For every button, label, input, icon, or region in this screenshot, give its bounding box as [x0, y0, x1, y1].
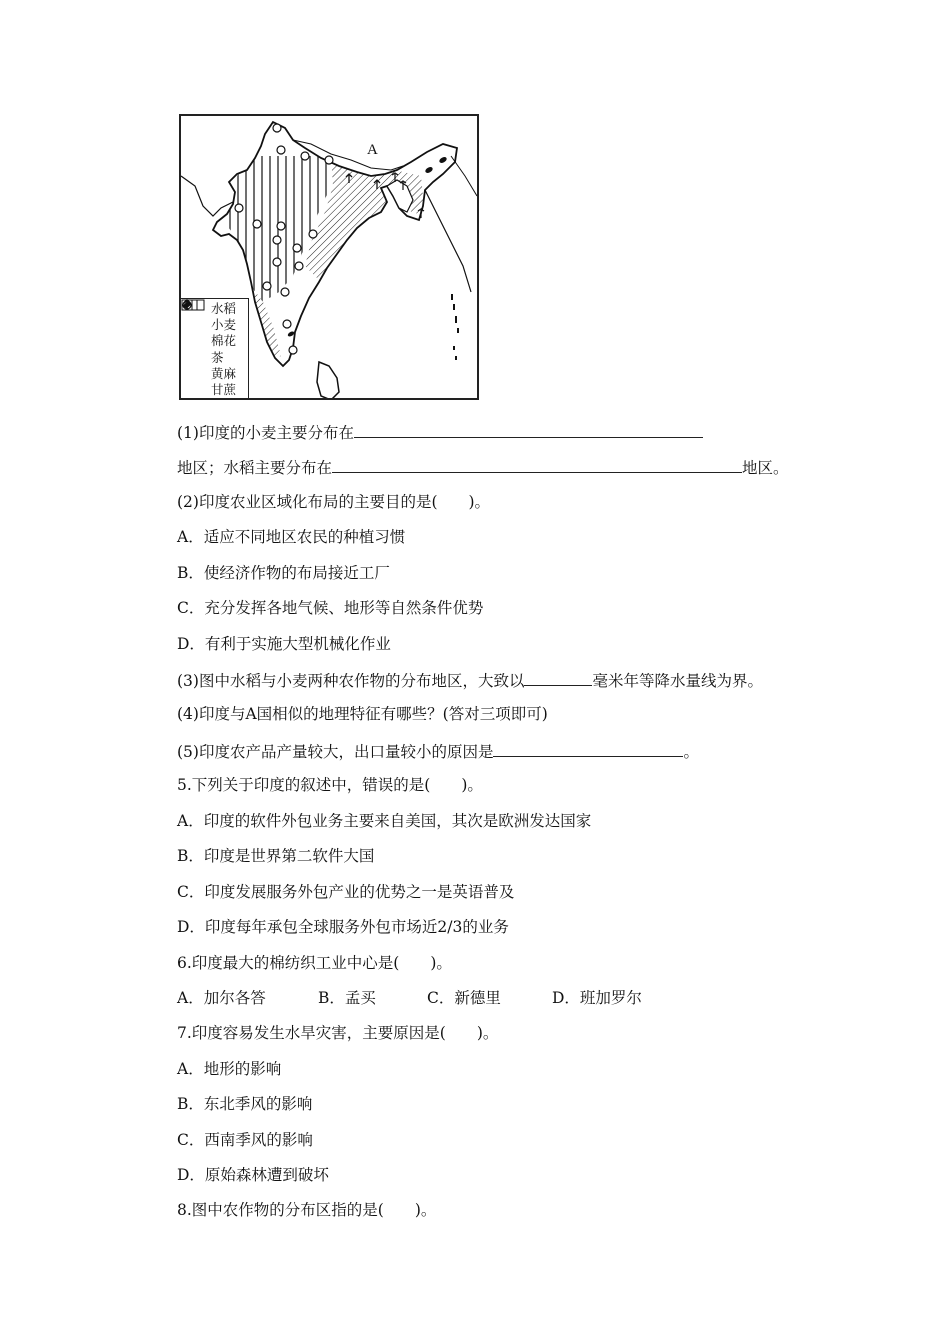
sugarcane-icon: [181, 383, 209, 397]
legend-label: 小麦: [211, 317, 237, 333]
q7-stem: 7.印度容易发生水旱灾害，主要原因是( )。: [177, 1024, 499, 1042]
q7-option-a[interactable]: A．地形的影响: [177, 1060, 282, 1078]
legend-label: 黄麻: [211, 365, 237, 381]
map-legend: [181, 298, 249, 400]
myanmar-coast: [425, 190, 471, 292]
cotton-icon: [181, 334, 209, 348]
q4-part5: (5)印度农产品产量较大，出口量较小的原因是 。: [177, 740, 699, 762]
legend-item-sugarcane: [181, 382, 248, 398]
q4-part1-line1: (1)印度的小麦主要分布在: [177, 421, 703, 443]
q8-stem: 8.图中农作物的分布区指的是( )。: [177, 1201, 437, 1219]
q4-part2-option-b[interactable]: B．使经济作物的布局接近工厂: [177, 564, 390, 582]
q6-stem: 6.印度最大的棉纺织工业中心是( )。: [177, 954, 452, 972]
legend-label: 棉花: [211, 333, 237, 349]
q6-option-b[interactable]: B．孟买: [318, 989, 376, 1007]
legend-item-wheat: [181, 317, 248, 333]
answer-blank[interactable]: [524, 669, 592, 686]
q5-stem: 5.下列关于印度的叙述中，错误的是( )。: [177, 776, 483, 794]
q6-option-d[interactable]: D．班加罗尔: [552, 989, 642, 1007]
legend-item-cotton: [181, 333, 248, 349]
legend-label: 水稻: [211, 301, 237, 317]
q5-option-a[interactable]: A．印度的软件外包业务主要来自美国，其次是欧洲发达国家: [177, 812, 592, 830]
q4-part1-line2: 地区；水稻主要分布在 地区。: [177, 456, 789, 478]
q6-option-a[interactable]: A．加尔各答: [177, 989, 266, 1007]
andaman-islands: [451, 294, 459, 360]
legend-label: 甘蔗: [211, 382, 237, 398]
india-crop-map: [179, 114, 479, 400]
legend-item-tea: [181, 350, 248, 366]
sri-lanka-outline: [317, 362, 339, 400]
q6-options-row: [177, 988, 642, 1008]
answer-blank[interactable]: [493, 740, 683, 757]
legend-label: 茶: [211, 349, 224, 365]
tea-icon: [181, 351, 209, 365]
answer-blank[interactable]: [354, 421, 703, 438]
q7-option-b[interactable]: B．东北季风的影响: [177, 1095, 313, 1113]
northeast-border: [451, 156, 477, 196]
country-label-a: A: [367, 142, 378, 158]
jute-icon: [181, 367, 209, 381]
q7-option-d[interactable]: D．原始森林遭到破坏: [177, 1166, 329, 1184]
legend-item-jute: [181, 366, 248, 382]
q6-option-c[interactable]: C．新德里: [427, 989, 501, 1007]
q4-part2-stem: (2)印度农业区域化布局的主要目的是( )。: [177, 493, 491, 511]
q5-option-d[interactable]: D．印度每年承包全球服务外包市场近2/3的业务: [177, 918, 509, 936]
q4-part2-option-a[interactable]: A．适应不同地区农民的种植习惯: [177, 528, 406, 546]
west-border: [181, 176, 233, 216]
q4-part4: (4)印度与A国相似的地理特征有哪些？(答对三项即可): [177, 705, 548, 723]
wheat-stripe-icon: [181, 318, 209, 332]
q5-option-c[interactable]: C．印度发展服务外包产业的优势之一是英语普及: [177, 883, 515, 901]
answer-blank[interactable]: [332, 456, 742, 473]
q4-part2-option-d[interactable]: D．有利于实施大型机械化作业: [177, 635, 391, 653]
q7-option-c[interactable]: C．西南季风的影响: [177, 1131, 313, 1149]
q4-part2-option-c[interactable]: C．充分发挥各地气候、地形等自然条件优势: [177, 599, 484, 617]
q5-option-b[interactable]: B．印度是世界第二软件大国: [177, 847, 375, 865]
q4-part3: (3)图中水稻与小麦两种农作物的分布地区，大致以 毫米年等降水量线为界。: [177, 669, 763, 691]
